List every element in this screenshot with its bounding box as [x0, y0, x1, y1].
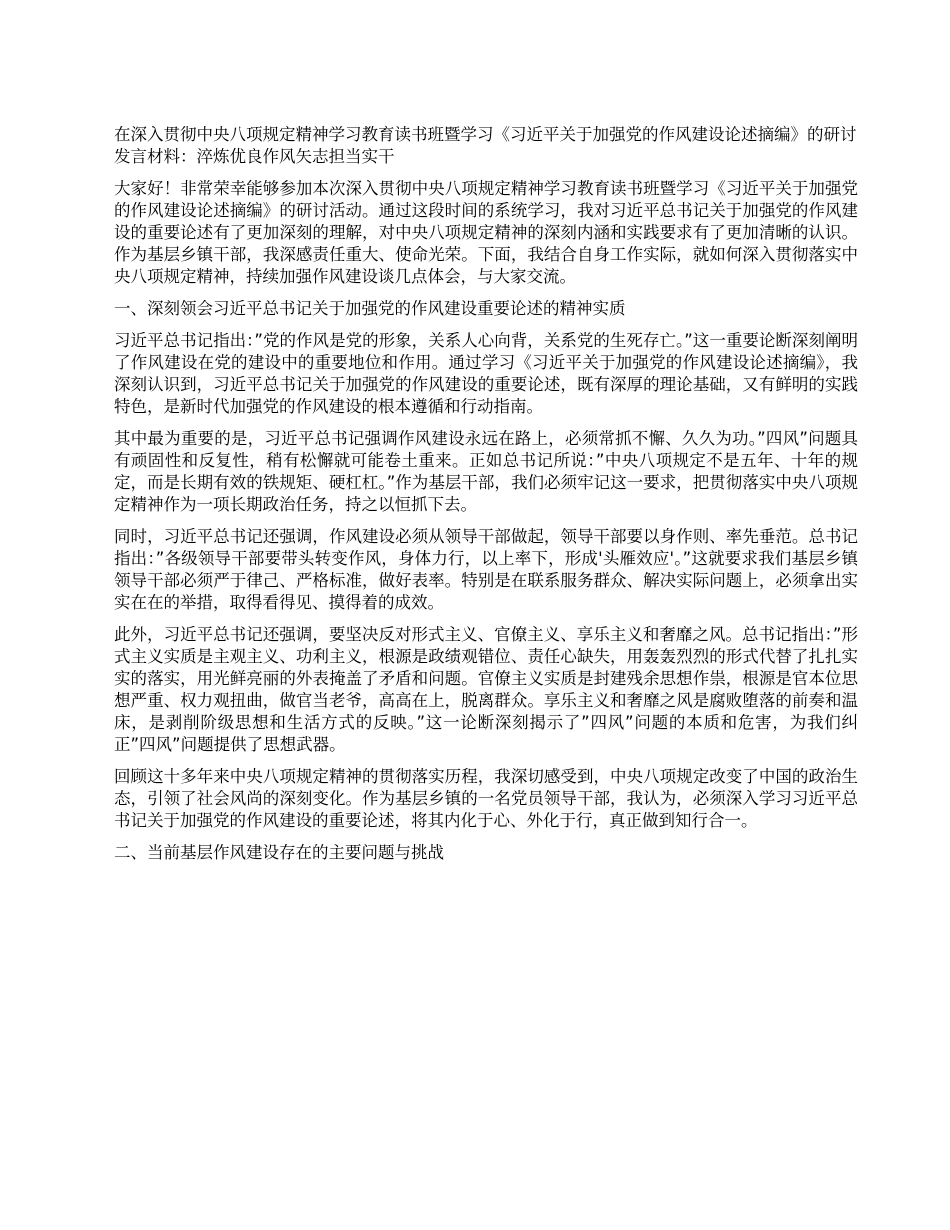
- paragraph-opening: 大家好！非常荣幸能够参加本次深入贯彻中央八项规定精神学习教育读书班暨学习《习近平关于加强党的作风建设论述摘编》的研讨活动。通过这段时间的系统学习，我对习近平总书记关于加强党的作风建设的重要论述有了更加深刻的理解，对中央八项规定精神的深刻内涵和实践要求有了更加清晰的认识。作为基层乡镇干部，我深感责任重大、使命光荣。下面，我结合自身工作实际，就如何深入贯彻落实中央八项规定精神，持续加强作风建设谈几点体会，与大家交流。: [114, 179, 858, 286]
- paragraph-body: 回顾这十多年来中央八项规定精神的贯彻落实历程，我深切感受到，中央八项规定改变了中国的政治生态，引领了社会风尚的深刻变化。作为基层乡镇的一名党员领导干部，我认为，必须深入学习习近平总书记关于加强党的作风建设的重要论述，将其内化于心、外化于行，真正做到知行合一。: [114, 767, 858, 830]
- document-title: 在深入贯彻中央八项规定精神学习教育读书班暨学习《习近平关于加强党的作风建设论述摘编》的研讨发言材料：淬炼优良作风矢志担当实干: [114, 125, 857, 166]
- paragraph-body: 习近平总书记指出：”党的作风是党的形象，关系人心向背，关系党的生死存亡。”这一重要论断深刻阐明了作风建设在党的建设中的重要地位和作用。通过学习《习近平关于加强党的作风建设论述摘编》，我深刻认识到，习近平总书记关于加强党的作风建设的重要论述，既有深厚的理论基础，又有鲜明的实践特色，是新时代加强党的作风建设的根本遵循和行动指南。: [114, 331, 858, 416]
- paragraph-body: 其中最为重要的是，习近平总书记强调作风建设永远在路上，必须常抓不懈、久久为功。”四风”问题具有顽固性和反复性，稍有松懈就可能卷土重来。正如总书记所说：”中央八项规定不是五年、十年的规定，而是长期有效的铁规矩、硬杠杠。”作为基层干部，我们必须牢记这一要求，把贯彻落实中央八项规定精神作为一项长期政治任务，持之以恒抓下去。: [114, 429, 858, 514]
- paragraph-body: 同时，习近平总书记还强调，作风建设必须从领导干部做起，领导干部要以身作则、率先垂范。总书记指出：”各级领导干部要带头转变作风，身体力行，以上率下，形成'头雁效应'。”这就要求我们基层乡镇领导干部必须严于律己、严格标准，做好表率。特别是在联系服务群众、解决实际问题上，必须拿出实实在在的举措，取得看得见、摸得着的成效。: [114, 527, 858, 612]
- section-heading-2: 二、当前基层作风建设存在的主要问题与挑战: [114, 843, 444, 862]
- section-heading-1: 一、深刻领会习近平总书记关于加强党的作风建设重要论述的精神实质: [114, 299, 626, 318]
- document-page: [114, 124, 858, 874]
- paragraph-body: 此外，习近平总书记还强调，要坚决反对形式主义、官僚主义、享乐主义和奢靡之风。总书记指出：”形式主义实质是主观主义、功利主义，根源是政绩观错位、责任心缺失，用轰轰烈烈的形式代替了扎扎实实的落实，用光鲜亮丽的外表掩盖了矛盾和问题。官僚主义实质是封建残余思想作祟，根源是官本位思想严重、权力观扭曲，做官当老爷，高高在上，脱离群众。享乐主义和奢靡之风是腐败堕落的前奏和温床，是剥削阶级思想和生活方式的反映。”这一论断深刻揭示了”四风”问题的本质和危害，为我们纠正”四风”问题提供了思想武器。: [114, 625, 858, 754]
